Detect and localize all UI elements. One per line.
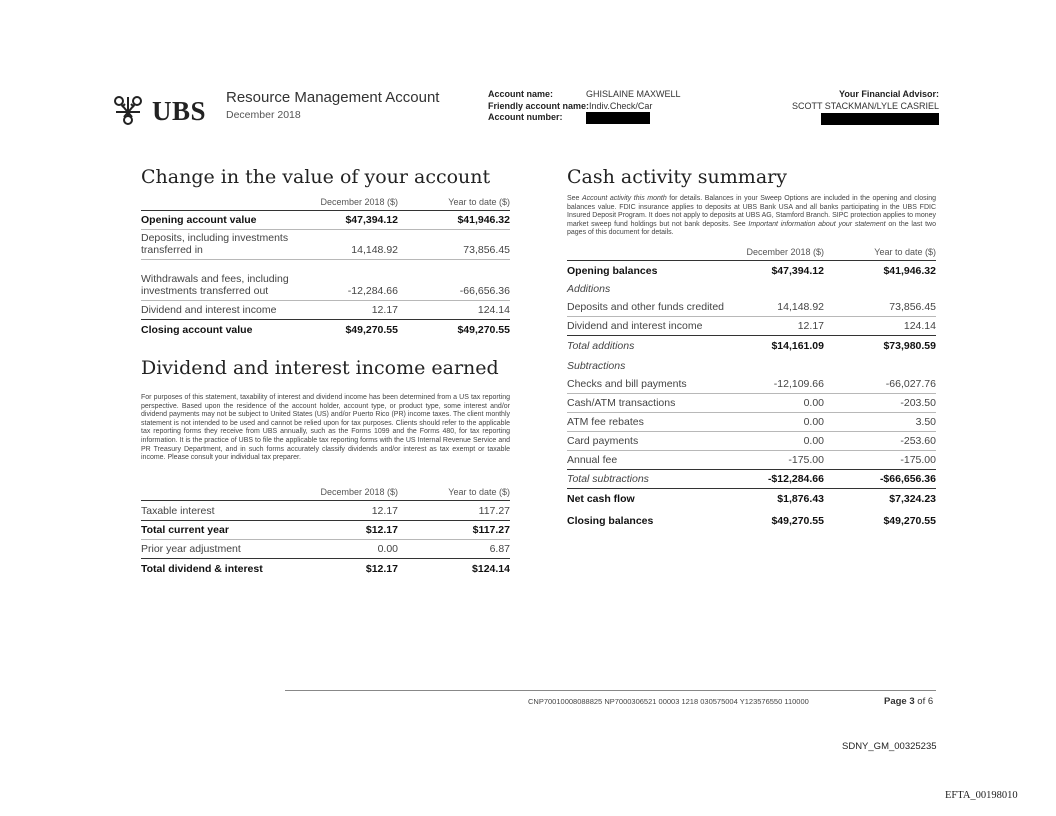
- friendly-name-label: Friendly account name:: [488, 100, 590, 111]
- table-row: Prior year adjustment 0.00 6.87: [141, 540, 510, 559]
- advisor-name: SCOTT STACKMAN/LYLE CASRIEL: [791, 100, 939, 111]
- footer-divider: [285, 690, 936, 691]
- account-name-label: Account name:: [488, 89, 554, 99]
- table-row: Dividend and interest income 12.17 124.14: [141, 301, 510, 320]
- table-row: Total additions $14,161.09 $73,980.59: [567, 340, 936, 352]
- dividend-table-header: [141, 486, 510, 501]
- table-row: Checks and bill payments -12,109.66 -66,027.76: [567, 375, 936, 394]
- efta-number: EFTA_00198010: [945, 790, 1018, 801]
- change-table-header: [141, 196, 510, 211]
- col-month: December 2018 ($): [320, 487, 398, 497]
- table-row: Opening account value $47,394.12 $41,946.32: [141, 211, 510, 230]
- col-ytd: Year to date ($): [448, 487, 510, 497]
- subtractions-label-row: Subtractions: [567, 360, 626, 372]
- col-ytd: Year to date ($): [448, 197, 510, 207]
- statement-period: December 2018: [226, 109, 301, 121]
- cash-table: [567, 246, 936, 530]
- additions-label-row: Additions: [567, 283, 611, 295]
- advisor-label: Your Financial Advisor:: [838, 89, 939, 99]
- ubs-logo-text: UBS: [152, 95, 207, 126]
- dividend-note: For purposes of this statement, taxability of interest and dividend income has been determined from a US tax reporting perspective. Based upon the residence of the account holder, account type, or product type, some interest and/or dividend payments may not be subject to United States (US) and/or Puerto Rico (PR) income taxes. The client monthly statement is not intended to be used and cannot be relied upon for tax purposes. Clients should refer to the applicable tax reporting forms they receive from UBS annually, such as the Forms 1099 and the Forms 480, for tax reporting information. It is the practice of UBS to file the applicable tax reporting forms with the US Internal Revenue Service and PR Treasury Department, and in such forms accurately classify dividends and/or interest as tax exempt or taxable income. Please consult your individual tax preparer.: [141, 394, 510, 462]
- table-row: Dividend and interest income 12.17 124.14: [567, 317, 936, 336]
- table-row: Deposits, including investments transferred in 14,148.92 73,856.45: [141, 230, 510, 260]
- table-row: Net cash flow $1,876.43 $7,324.23: [567, 493, 936, 505]
- ubs-logo: [110, 94, 206, 128]
- table-row: Annual fee -175.00 -175.00: [567, 451, 936, 470]
- friendly-name: Indiv.Check/Car: [589, 100, 653, 111]
- table-row: Cash/ATM transactions 0.00 -203.50: [567, 394, 936, 413]
- cash-note: See Account activity this month for details. Balances in your Sweep Options are included in the opening and closing balances value. FDIC insurance applies to deposits at UBS Bank USA and all banks participating in the UBS FDIC Insured Deposit Program. It does not apply to deposits at UBS AG, Stamford Branch. SIPC protection applies to money market sweep fund holdings but not bank deposits. See Important information about your statement on the last two pages of this document for details.: [567, 195, 936, 237]
- change-title: Change in the value of your account: [141, 166, 491, 188]
- table-row: Total dividend & interest $12.17 $124.14: [141, 563, 510, 575]
- change-table: [141, 196, 510, 339]
- account-number-label: Account number:: [488, 112, 563, 123]
- table-row: Taxable interest 12.17 117.27: [141, 501, 510, 521]
- ubs-keys-icon: [110, 94, 146, 128]
- table-row: Total current year $12.17 $117.27: [141, 521, 510, 540]
- advisor-redaction: [821, 113, 939, 125]
- page-number: Page 3 of 6: [884, 696, 934, 707]
- dividend-title: Dividend and interest income earned: [141, 357, 499, 379]
- advisor-info: [792, 89, 939, 125]
- cash-table-header: [567, 246, 936, 261]
- table-row: Closing account value $49,270.55 $49,270.55: [141, 324, 510, 336]
- table-row: Card payments 0.00 -253.60: [567, 432, 936, 451]
- bates-number: SDNY_GM_00325235: [842, 741, 937, 752]
- col-month: December 2018 ($): [320, 197, 398, 207]
- table-row: Opening balances $47,394.12 $41,946.32: [567, 265, 936, 277]
- account-name: GHISLAINE MAXWELL: [586, 89, 681, 99]
- table-row: Total subtractions -$12,284.66 -$66,656.36: [567, 470, 936, 489]
- col-month: December 2018 ($): [746, 247, 824, 257]
- dividend-table: [141, 486, 510, 578]
- table-row: Deposits and other funds credited 14,148.92 73,856.45: [567, 298, 936, 317]
- account-number-redaction: [586, 112, 650, 124]
- product-title: Resource Management Account: [226, 89, 440, 106]
- table-row: ATM fee rebates 0.00 3.50: [567, 413, 936, 432]
- table-row: Withdrawals and fees, including investments transferred out -12,284.66 -66,656.36: [141, 260, 510, 301]
- col-ytd: Year to date ($): [874, 247, 936, 257]
- footer-code: CNP70010008088825 NP7000306521 00003 1218 030575004 Y123576550 110000: [528, 697, 809, 706]
- table-row: Closing balances $49,270.55 $49,270.55: [567, 515, 936, 527]
- account-info: [488, 89, 681, 124]
- cash-title: Cash activity summary: [567, 166, 787, 188]
